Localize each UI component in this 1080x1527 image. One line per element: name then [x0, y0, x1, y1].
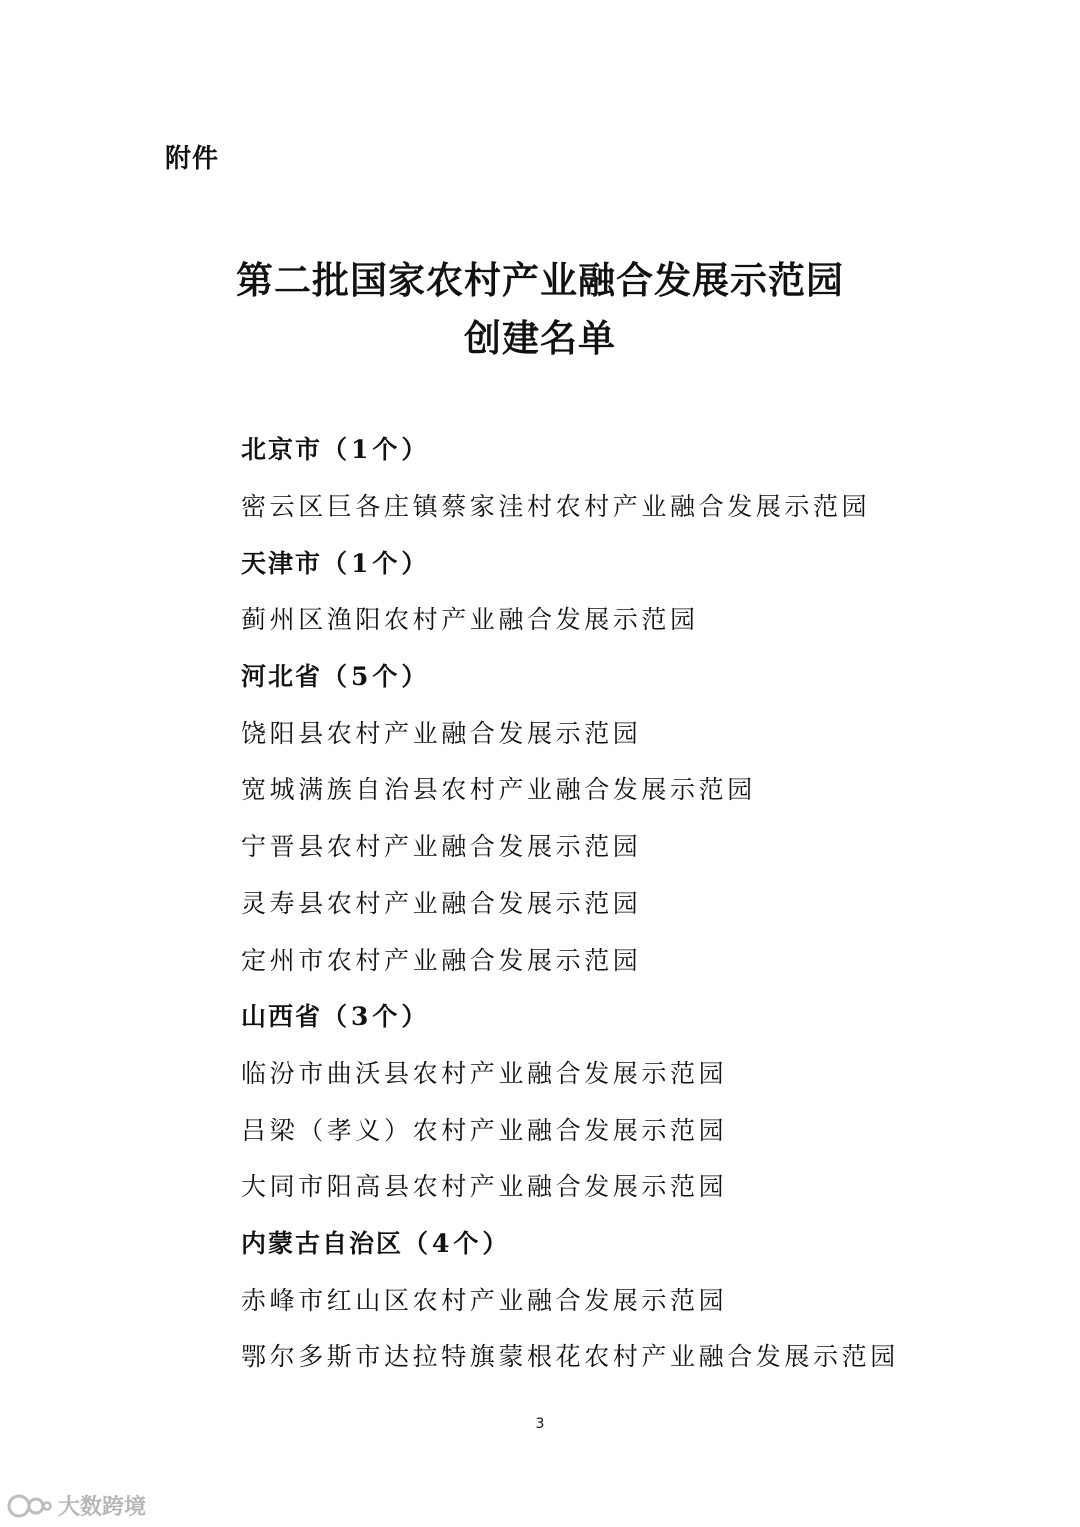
province-name: 天津市: [241, 548, 323, 578]
list-item: 大同市阳高县农村产业融合发展示范园: [241, 1172, 728, 1202]
province-count: （3个）: [322, 1002, 431, 1032]
list-item: 蓟州区渔阳农村产业融合发展示范园: [241, 605, 699, 635]
demonstration-park-list: [241, 420, 1001, 1384]
province-count: （5个）: [322, 662, 431, 692]
document-title-line-1: 第二批国家农村产业融合发展示范园: [236, 258, 844, 302]
list-item: 赤峰市红山区农村产业融合发展示范园: [241, 1285, 728, 1315]
list-item: 饶阳县农村产业融合发展示范园: [241, 718, 642, 748]
province-count: （1个）: [322, 435, 431, 465]
province-name: 北京市: [241, 435, 323, 465]
list-item: 灵寿县农村产业融合发展示范园: [241, 888, 642, 918]
list-item: 临汾市曲沃县农村产业融合发展示范园: [241, 1058, 728, 1088]
province-heading-hebei: [241, 647, 1001, 704]
province-heading-beijing: [241, 420, 1001, 477]
list-item: 鄂尔多斯市达拉特旗蒙根花农村产业融合发展示范园: [241, 1342, 899, 1372]
watermark-text: 大数跨境: [58, 1495, 147, 1520]
list-item: 定州市农村产业融合发展示范园: [241, 945, 642, 975]
list-item: 密云区巨各庄镇蔡家洼村农村产业融合发展示范园: [241, 492, 871, 522]
dashuju-logo-icon: [6, 1493, 52, 1519]
page-number: 3: [535, 1416, 545, 1432]
attachment-label: 附件: [165, 144, 220, 174]
document-title-line-2: 创建名单: [464, 316, 616, 360]
province-name: 内蒙古自治区: [241, 1228, 404, 1258]
province-count: （1个）: [322, 548, 431, 578]
province-name: 山西省: [241, 1002, 323, 1032]
province-heading-shanxi: [241, 987, 1001, 1044]
list-item: 宁晋县农村产业融合发展示范园: [241, 832, 642, 862]
province-count: （4个）: [403, 1228, 512, 1258]
province-heading-tianjin: [241, 533, 1001, 590]
list-item: 宽城满族自治县农村产业融合发展示范园: [241, 775, 756, 805]
province-name: 河北省: [241, 662, 323, 692]
province-heading-inner-mongolia: [241, 1214, 1001, 1271]
list-item: 吕梁（孝义）农村产业融合发展示范园: [241, 1115, 728, 1145]
watermark: [6, 1490, 146, 1521]
